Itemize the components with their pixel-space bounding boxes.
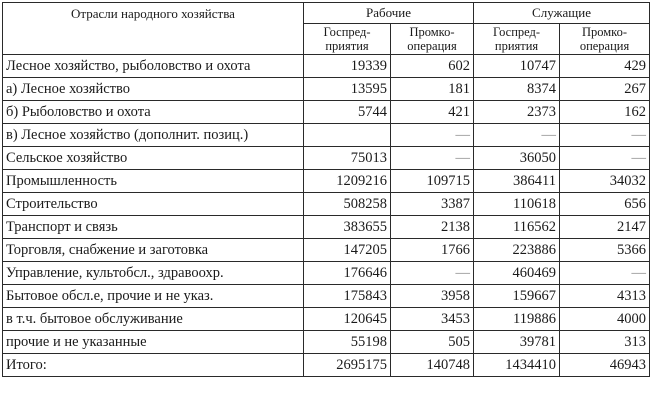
table-row	[3, 101, 650, 124]
table-cell: 2147	[560, 216, 650, 239]
table-row	[3, 124, 650, 147]
row-label: б) Рыболовство и охота	[3, 101, 304, 124]
row-label: Лесное хозяйство, рыболовство и охота	[3, 55, 304, 78]
table-cell: 602	[391, 55, 474, 78]
table-cell: 13595	[304, 78, 391, 101]
table-cell: 120645	[304, 308, 391, 331]
table-cell: 110618	[474, 193, 560, 216]
table-header	[3, 3, 650, 55]
table-cell: —	[560, 124, 650, 147]
table-cell: 147205	[304, 239, 391, 262]
row-label: в т.ч. бытовое обслуживание	[3, 308, 304, 331]
table-cell: 75013	[304, 147, 391, 170]
table-cell: 10747	[474, 55, 560, 78]
table-cell: 1766	[391, 239, 474, 262]
table-body	[3, 55, 650, 377]
table-cell: 3453	[391, 308, 474, 331]
table-cell: 223886	[474, 239, 560, 262]
row-label: Промышленность	[3, 170, 304, 193]
table-cell: 3958	[391, 285, 474, 308]
table-cell: 176646	[304, 262, 391, 285]
table-cell: —	[391, 147, 474, 170]
table-cell: 46943	[560, 354, 650, 377]
row-label: Транспорт и связь	[3, 216, 304, 239]
table-row	[3, 354, 650, 377]
table-cell: 2138	[391, 216, 474, 239]
table-cell: 3387	[391, 193, 474, 216]
table-cell: 2373	[474, 101, 560, 124]
table-row	[3, 147, 650, 170]
table-cell: 383655	[304, 216, 391, 239]
subheader-1: Госпред- приятия	[304, 24, 391, 55]
table-cell: 460469	[474, 262, 560, 285]
table-cell: 656	[560, 193, 650, 216]
table-row	[3, 331, 650, 354]
row-label: а) Лесное хозяйство	[3, 78, 304, 101]
table-cell: 36050	[474, 147, 560, 170]
table-cell: —	[560, 262, 650, 285]
table-row	[3, 55, 650, 78]
table-cell: 267	[560, 78, 650, 101]
row-label: прочие и не указанные	[3, 331, 304, 354]
table-cell: 181	[391, 78, 474, 101]
row-label: Управление, культобсл., здравоохр.	[3, 262, 304, 285]
table-row	[3, 262, 650, 285]
row-label: Итого:	[3, 354, 304, 377]
table-row	[3, 239, 650, 262]
subheader-4: Промко- операция	[560, 24, 650, 55]
table-cell: 119886	[474, 308, 560, 331]
table-cell: 429	[560, 55, 650, 78]
row-label: Сельское хозяйство	[3, 147, 304, 170]
table-row	[3, 216, 650, 239]
table-cell	[304, 124, 391, 147]
header-employees: Служащие	[474, 3, 650, 24]
table-cell: —	[391, 262, 474, 285]
table-cell: 55198	[304, 331, 391, 354]
table-row	[3, 285, 650, 308]
row-label: в) Лесное хозяйство (дополнит. позиц.)	[3, 124, 304, 147]
table-cell: 5366	[560, 239, 650, 262]
table-cell: —	[560, 147, 650, 170]
table-cell: 39781	[474, 331, 560, 354]
table-cell: —	[474, 124, 560, 147]
table-cell: 109715	[391, 170, 474, 193]
subheader-2: Промко- операция	[391, 24, 474, 55]
table-cell: 34032	[560, 170, 650, 193]
table-cell: 140748	[391, 354, 474, 377]
table-cell: 505	[391, 331, 474, 354]
table-cell: 1434410	[474, 354, 560, 377]
table-row	[3, 193, 650, 216]
table-cell: 313	[560, 331, 650, 354]
table-cell: 8374	[474, 78, 560, 101]
table-cell: 159667	[474, 285, 560, 308]
row-label: Бытовое обсл.е, прочие и не указ.	[3, 285, 304, 308]
table-cell: 2695175	[304, 354, 391, 377]
employment-table	[2, 2, 650, 377]
table-cell: 421	[391, 101, 474, 124]
row-label: Строительство	[3, 193, 304, 216]
table-cell: 116562	[474, 216, 560, 239]
table-row	[3, 308, 650, 331]
table-cell: 386411	[474, 170, 560, 193]
table-cell: 19339	[304, 55, 391, 78]
header-workers: Рабочие	[304, 3, 474, 24]
table-cell: 175843	[304, 285, 391, 308]
table-row	[3, 78, 650, 101]
table-cell: 1209216	[304, 170, 391, 193]
table-row	[3, 170, 650, 193]
table-cell: 162	[560, 101, 650, 124]
header-sector: Отрасли народного хозяйства	[3, 3, 304, 55]
table-cell: —	[391, 124, 474, 147]
table-cell: 508258	[304, 193, 391, 216]
row-label: Торговля, снабжение и заготовка	[3, 239, 304, 262]
table-cell: 4313	[560, 285, 650, 308]
table-cell: 4000	[560, 308, 650, 331]
table-cell: 5744	[304, 101, 391, 124]
subheader-3: Госпред- приятия	[474, 24, 560, 55]
